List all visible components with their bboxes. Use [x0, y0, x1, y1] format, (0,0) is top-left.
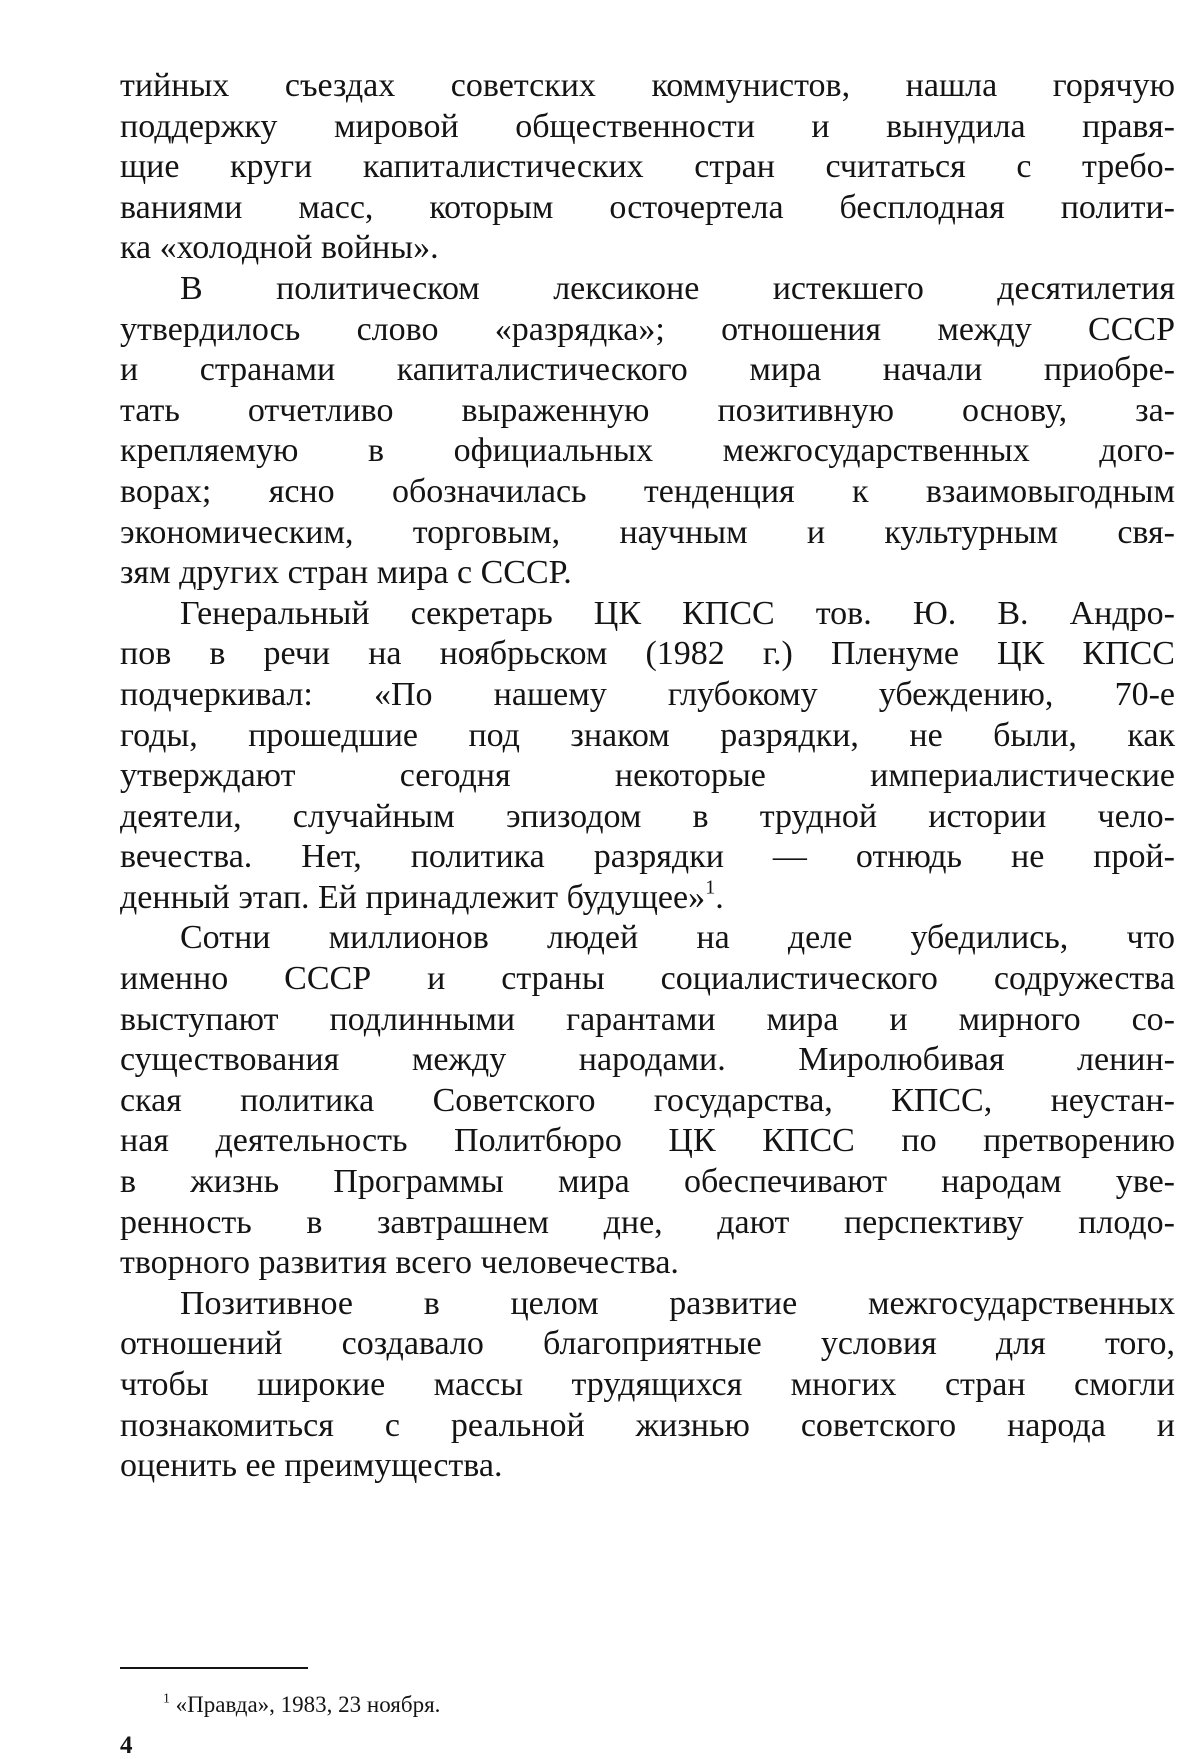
text-line: выступают подлинными гарантами мира и мирного со-	[120, 1000, 1175, 1038]
text-line: ка «холодной войны».	[120, 229, 439, 267]
text-line: ваниями масс, которым осточертела бесплодная полити-	[120, 188, 1175, 226]
text-line: вечества. Нет, политика разрядки — отнюдь не прой-	[120, 838, 1175, 876]
text-line: экономическим, торговым, научным и культурным свя-	[120, 513, 1175, 551]
text-line: деятели, случайным эпизодом в трудной истории чело-	[120, 797, 1175, 835]
paragraph-5	[120, 1284, 1175, 1487]
text-line: ская политика Советского государства, КПСС, неустан-	[120, 1081, 1175, 1119]
body-text	[120, 66, 1175, 1487]
text-line: утверждают сегодня некоторые империалистические	[120, 757, 1175, 795]
text-line: поддержку мировой общественности и вынудила правя-	[120, 107, 1175, 145]
text-line: утвердилось слово «разрядка»; отношения между СССР	[120, 310, 1175, 348]
paragraph-3	[120, 594, 1175, 919]
footnote-divider	[120, 1667, 308, 1669]
paragraph-2	[120, 269, 1175, 594]
text-line: отношений создавало благоприятные условия для того,	[120, 1325, 1175, 1363]
text-line: В политическом лексиконе истекшего десятилетия	[180, 269, 1175, 307]
text-line: именно СССР и страны социалистического содружества	[120, 960, 1175, 998]
sentence-period: .	[715, 878, 724, 916]
text-line	[120, 878, 1175, 919]
quote-end-text: денный этап. Ей принадлежит будущее»	[120, 878, 706, 916]
text-line: существования между народами. Миролюбивая ленин-	[120, 1041, 1175, 1079]
footnote-reference: 1	[705, 876, 716, 899]
text-line: зям других стран мира с СССР.	[120, 554, 572, 592]
text-line: ворах; ясно обозначилась тенденция к взаимовыгодным	[120, 472, 1175, 510]
text-line: ренность в завтрашнем дне, дают перспективу плодо-	[120, 1203, 1175, 1241]
footnote-marker: 1	[163, 1690, 170, 1706]
text-line: Сотни миллионов людей на деле убедились, что	[180, 919, 1175, 957]
text-line: в жизнь Программы мира обеспечивают народам уве-	[120, 1163, 1175, 1201]
text-line: крепляемую в официальных межгосударственных дого-	[120, 432, 1175, 470]
paragraph-4	[120, 918, 1175, 1283]
text-line: подчеркивал: «По нашему глубокому убеждению, 70-е	[120, 675, 1175, 713]
text-line: оценить ее преимущества.	[120, 1447, 503, 1485]
footnote	[163, 1690, 440, 1720]
text-line: и странами капиталистического мира начали приобре-	[120, 351, 1175, 389]
paragraph-1	[120, 66, 1175, 269]
text-line: творного развития всего человечества.	[120, 1244, 679, 1282]
text-line: Генеральный секретарь ЦК КПСС тов. Ю. В. Андро-	[180, 594, 1175, 632]
text-line: чтобы широкие массы трудящихся многих стран смогли	[120, 1366, 1175, 1403]
text-line: щие круги капиталистических стран считаться с требо-	[120, 148, 1175, 186]
text-line: Позитивное в целом развитие межгосударственных	[180, 1284, 1175, 1322]
text-line: тать отчетливо выраженную позитивную основу, за-	[120, 391, 1175, 429]
text-line: пов в речи на ноябрьском (1982 г.) Пленуме ЦК КПСС	[120, 635, 1175, 673]
text-line: познакомиться с реальной жизнью советского народа и	[120, 1406, 1175, 1444]
text-line: годы, прошедшие под знаком разрядки, не были, как	[120, 716, 1175, 754]
footnote-text: «Правда», 1983, 23 ноября.	[175, 1692, 441, 1717]
text-line: ная деятельность Политбюро ЦК КПСС по претворению	[120, 1122, 1175, 1160]
text-line: тийных съездах советских коммунистов, нашла горячую	[120, 67, 1175, 104]
page-number: 4	[120, 1732, 133, 1759]
